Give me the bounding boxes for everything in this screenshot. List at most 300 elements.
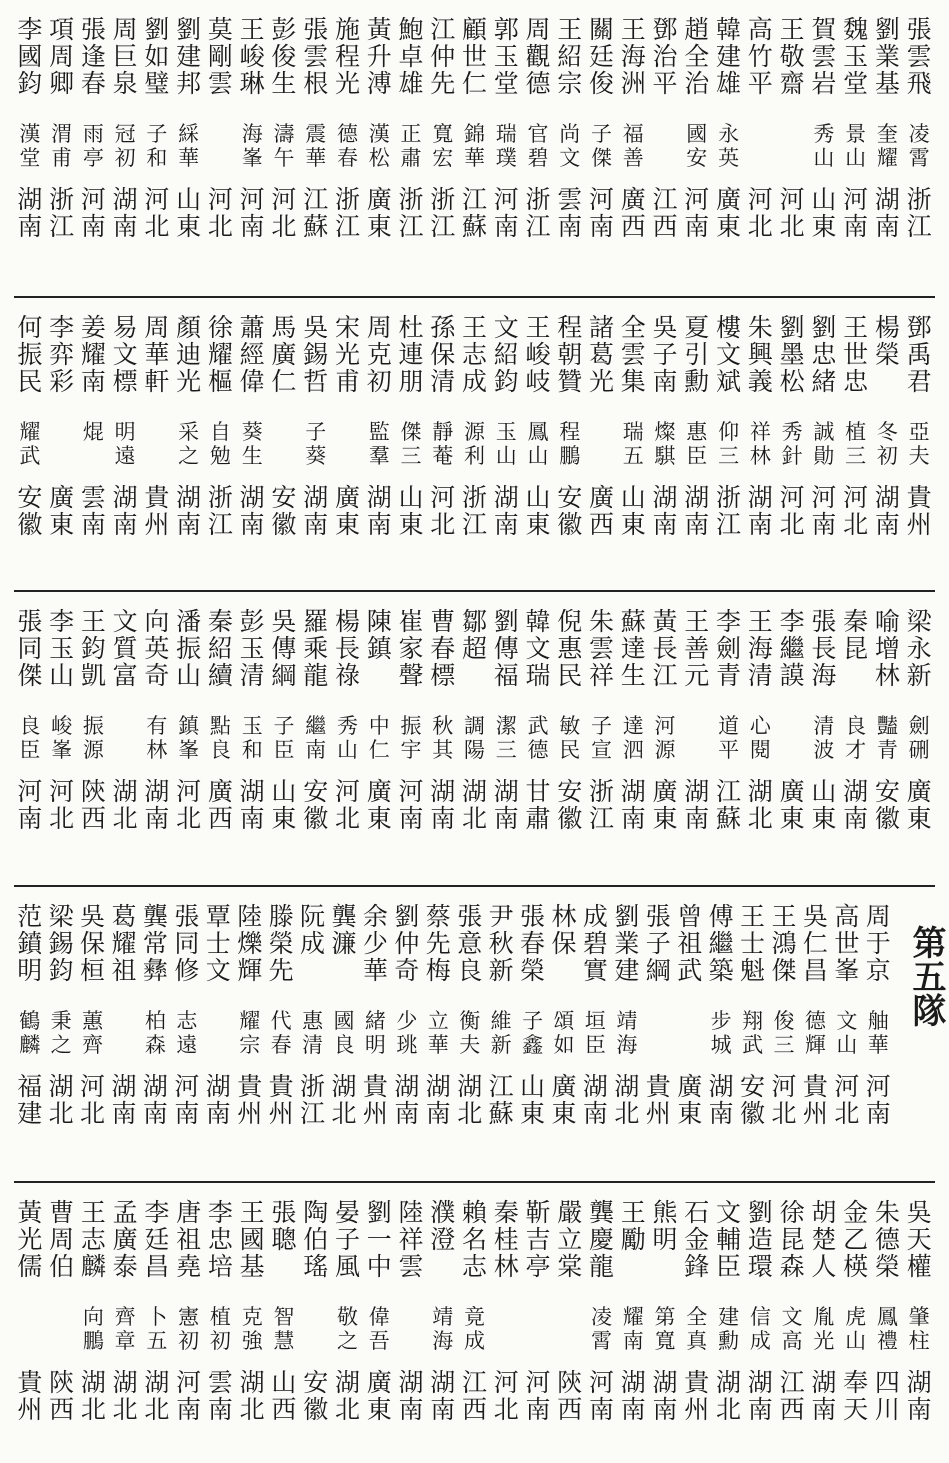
courtesy-name: 敬 之 [336,1305,358,1353]
province: 湖 北 [112,1368,138,1424]
roster-block [14,897,935,1167]
courtesy-name: 智 慧 [273,1305,295,1353]
courtesy-name: 采 之 [178,420,200,468]
province: 湖 南 [111,1072,137,1128]
province: 湖 南 [17,185,43,241]
province: 貴 州 [684,1368,710,1424]
courtesy-name: 子 傑 [591,122,613,170]
courtesy-name: 衡 夫 [459,1009,481,1057]
person-name: 莫 剛 雲 [207,15,233,98]
province: 河 南 [239,185,265,241]
courtesy-name: 程 鵬 [559,420,581,468]
person-name: 周 于 京 [865,902,891,985]
province: 湖 南 [747,483,773,539]
province: 河 北 [493,1368,519,1424]
person-name: 顏 迪 光 [176,313,202,396]
province: 廣 西 [589,483,615,539]
courtesy-name: 俊 三 [773,1009,795,1057]
person-name: 姜 耀 南 [80,313,106,396]
courtesy-name: 靖 海 [432,1305,454,1353]
courtesy-name: 自 勉 [209,420,231,468]
person-name: 金 乙 楧 [843,1198,869,1281]
person-name: 張 子 綱 [645,902,671,985]
province: 湖 南 [303,483,329,539]
person-name: 周 克 初 [366,313,392,396]
province: 湖 南 [652,1368,678,1424]
courtesy-name: 胤 光 [813,1305,835,1353]
province: 湖 南 [430,777,456,833]
person-name: 馬 廣 仁 [271,313,297,396]
province: 湖 南 [176,483,202,539]
province: 河 南 [398,777,424,833]
province: 福 建 [17,1072,43,1128]
courtesy-name: 德 輝 [804,1009,826,1057]
province: 貴 州 [17,1368,43,1424]
person-name: 鄧 治 平 [652,15,678,98]
courtesy-name: 秀 針 [781,420,803,468]
province: 湖 南 [112,483,138,539]
courtesy-name: 第 寬 [654,1305,676,1353]
province: 廣 東 [366,777,392,833]
province: 奉 天 [843,1368,869,1424]
person-name: 項 周 卿 [49,15,75,98]
province: 湖 南 [430,1368,456,1424]
roster-block [14,602,935,872]
province: 廣 東 [49,483,75,539]
courtesy-name: 頌 如 [553,1009,575,1057]
person-name: 李 劍 青 [716,607,742,690]
person-name: 王 海 清 [747,607,773,690]
courtesy-name: 靜 菴 [432,420,454,468]
person-name: 熊 明 [652,1198,678,1254]
person-name: 程 朝 贊 [557,313,583,396]
province: 湖 南 [394,1072,420,1128]
person-name: 吳 天 權 [906,1198,932,1281]
person-name: 王 志 成 [461,313,487,396]
courtesy-name: 震 華 [305,122,327,170]
province: 河 北 [176,777,202,833]
courtesy-name: 文 山 [836,1009,858,1057]
province: 湖 北 [457,1072,483,1128]
person-name: 胡 楚 人 [811,1198,837,1281]
courtesy-name: 武 德 [527,714,549,762]
province: 浙 江 [589,777,615,833]
divider [14,885,935,887]
province: 江 蘇 [488,1072,514,1128]
divider [14,1181,935,1183]
person-name: 賀 雲 岩 [811,15,837,98]
person-name: 蔡 先 梅 [425,902,451,985]
courtesy-name: 靖 海 [616,1009,638,1057]
province: 陝 西 [80,777,106,833]
person-name: 鄒 超 [461,607,487,663]
person-name: 葛 耀 祖 [111,902,137,985]
person-name: 顧 世 仁 [461,15,487,98]
divider [14,296,935,298]
province: 浙 江 [525,185,551,241]
person-name: 陸 爍 輝 [237,902,263,985]
courtesy-name: 子 和 [146,122,168,170]
person-name: 高 竹 平 [747,15,773,98]
courtesy-name: 冠 初 [114,122,136,170]
person-name: 吳 錫 哲 [303,313,329,396]
province: 廣 西 [620,185,646,241]
courtesy-name: 柏 森 [144,1009,166,1057]
person-name: 靳 吉 亭 [525,1198,551,1281]
province: 湖 南 [493,483,519,539]
province: 江 西 [779,1368,805,1424]
province: 甘 肅 [525,777,551,833]
province: 安 徽 [557,483,583,539]
person-name: 王 鴻 傑 [771,902,797,985]
courtesy-name: 峻 峯 [51,714,73,762]
person-name: 張 逢 春 [80,15,106,98]
province: 山 東 [520,1072,546,1128]
province: 廣 東 [906,777,932,833]
person-name: 覃 士 文 [205,902,231,985]
courtesy-name: 亞 夫 [908,420,930,468]
courtesy-name: 明 遠 [114,420,136,468]
person-name: 孫 保 清 [430,313,456,396]
person-name: 楊 榮 [874,313,900,369]
province: 湖 南 [652,483,678,539]
province: 湖 北 [239,1368,265,1424]
person-name: 張 春 榮 [520,902,546,985]
courtesy-name: 濤 午 [273,122,295,170]
person-name: 李 廷 昌 [144,1198,170,1281]
courtesy-name: 調 陽 [464,714,485,762]
person-name: 梁 永 新 [906,607,932,690]
person-name: 關 廷 俊 [589,15,615,98]
person-name: 曹 周 伯 [49,1198,75,1281]
person-name: 周 觀 德 [525,15,551,98]
courtesy-name: 誠 勛 [813,420,835,468]
province: 貴 州 [144,483,170,539]
province: 雲 南 [207,1368,233,1424]
person-name: 周 巨 泉 [112,15,138,98]
courtesy-name: 惠 臣 [686,420,708,468]
province: 山 東 [525,483,551,539]
province: 湖 南 [874,185,900,241]
person-name: 文 輔 臣 [716,1198,742,1281]
courtesy-name: 垣 臣 [584,1009,606,1057]
courtesy-name: 子 臣 [273,714,295,762]
courtesy-name: 清 波 [813,714,835,762]
courtesy-name: 良 才 [845,714,867,762]
person-name: 王 峻 岐 [525,313,551,396]
province: 陝 西 [557,1368,583,1424]
province: 湖 南 [843,777,869,833]
person-name: 劉 建 邦 [176,15,202,98]
courtesy-name: 向 鵬 [82,1305,104,1353]
person-name: 劉 業 基 [874,15,900,98]
person-name: 張 同 修 [174,902,200,985]
courtesy-name: 志 遠 [176,1009,198,1057]
province: 湖 南 [239,777,265,833]
person-name: 張 雲 飛 [906,15,932,98]
person-name: 劉 墨 松 [779,313,805,396]
province: 浙 江 [300,1072,326,1128]
person-name: 劉 傳 福 [493,607,519,690]
province: 貴 州 [268,1072,294,1128]
person-name: 李 國 鈞 [17,15,43,98]
courtesy-name: 綵 華 [178,122,200,170]
province: 湖 北 [461,777,487,833]
courtesy-name: 信 成 [749,1305,771,1353]
province: 安 徽 [17,483,43,539]
courtesy-name: 文 高 [781,1305,803,1353]
roster-block [14,1193,935,1463]
province: 安 徽 [303,777,329,833]
province: 河 南 [865,1072,891,1128]
province: 湖 南 [620,777,646,833]
courtesy-name: 良 臣 [19,714,41,762]
person-name: 賴 名 志 [461,1198,487,1281]
province: 江 蘇 [461,185,487,241]
province: 廣 東 [716,185,742,241]
courtesy-name: 福 善 [622,122,644,170]
person-name: 濮 澄 [430,1198,456,1254]
person-name: 王 峻 琳 [239,15,265,98]
person-name: 向 英 奇 [144,607,170,690]
province: 河 南 [811,483,837,539]
courtesy-name: 有 林 [146,714,168,762]
province: 河 南 [525,1368,551,1424]
person-name: 王 世 忠 [843,313,869,396]
divider [14,590,935,592]
province: 山 東 [176,185,202,241]
person-name: 秦 昆 [843,607,869,663]
province: 安 徽 [271,483,297,539]
courtesy-name: 德 春 [336,122,358,170]
province: 貴 州 [906,483,932,539]
province: 山 東 [811,777,837,833]
courtesy-name: 鎮 峯 [178,714,200,762]
person-name: 鄧 禹 君 [906,313,932,396]
person-name: 王 勵 [620,1198,646,1254]
courtesy-name: 祥 林 [749,420,771,468]
courtesy-name: 渭 甫 [51,122,73,170]
courtesy-name: 潔 三 [495,714,517,762]
province: 河 北 [779,483,805,539]
courtesy-name: 海 峯 [241,122,263,170]
person-name: 江 仲 先 [430,15,456,98]
province: 湖 北 [334,1368,360,1424]
province: 山 西 [271,1368,297,1424]
person-name: 樓 文 斌 [716,313,742,396]
courtesy-name: 維 新 [490,1009,512,1057]
province: 陝 西 [49,1368,75,1424]
person-name: 朱 雲 祥 [589,607,615,690]
courtesy-name: 尚 文 [559,122,581,170]
person-name: 成 碧 實 [582,902,608,985]
province: 安 徽 [740,1072,766,1128]
courtesy-name: 正 肅 [400,122,422,170]
province: 湖 南 [684,483,710,539]
person-name: 郭 玉 堂 [493,15,519,98]
province: 湖 北 [747,777,773,833]
courtesy-name: 漢 松 [368,122,390,170]
courtesy-name: 源 利 [464,420,485,468]
person-name: 李 弈 彩 [49,313,75,396]
courtesy-name: 繼 南 [305,714,327,762]
person-name: 朱 興 義 [747,313,773,396]
person-name: 尹 秋 新 [488,902,514,985]
province: 湖 南 [112,185,138,241]
courtesy-name: 敏 民 [559,714,581,762]
province: 山 東 [811,185,837,241]
person-name: 唐 祖 堯 [176,1198,202,1281]
province: 山 東 [620,483,646,539]
province: 河 北 [747,185,773,241]
person-name: 諸 葛 光 [589,313,615,396]
courtesy-name: 全 真 [686,1305,708,1353]
province: 湖 北 [331,1072,357,1128]
person-name: 石 金 鋒 [684,1198,710,1281]
courtesy-name: 秀 山 [336,714,358,762]
province: 浙 江 [716,483,742,539]
courtesy-name: 鶴 麟 [19,1009,41,1057]
courtesy-name: 河 源 [654,714,676,762]
person-name: 楊 長 祿 [334,607,360,690]
province: 浙 江 [49,185,75,241]
courtesy-name: 冬 初 [876,420,898,468]
person-name: 羅 乘 龍 [303,607,329,690]
courtesy-name: 凌 霄 [908,122,930,170]
person-name: 王 士 魁 [740,902,766,985]
province: 山 東 [271,777,297,833]
person-name: 鮑 卓 雄 [398,15,424,98]
courtesy-name: 心 閱 [749,714,771,762]
person-name: 王 志 麟 [80,1198,106,1281]
roster-block [14,308,935,578]
courtesy-name: 代 春 [270,1009,292,1057]
province: 河 北 [207,185,233,241]
province: 河 北 [771,1072,797,1128]
courtesy-name: 瑞 璞 [495,122,517,170]
courtesy-name: 竟 成 [464,1305,485,1353]
person-name: 秦 桂 林 [493,1198,519,1281]
province: 湖 北 [112,777,138,833]
person-name: 阮 成 [300,902,326,958]
courtesy-name: 仰 三 [718,420,740,468]
courtesy-name: 玉 山 [495,420,517,468]
roster-block [14,10,935,280]
person-name: 黃 升 溥 [366,15,392,98]
person-name: 龔 常 彝 [142,902,168,985]
province: 湖 北 [48,1072,74,1128]
person-name: 劉 業 建 [614,902,640,985]
courtesy-name: 國 良 [333,1009,355,1057]
person-name: 何 振 民 [17,313,43,396]
courtesy-name: 監 羣 [368,420,390,468]
courtesy-name: 惠 清 [302,1009,324,1057]
province: 湖 北 [716,1368,742,1424]
person-name: 全 雲 集 [620,313,646,396]
province: 貴 州 [645,1072,671,1128]
courtesy-name: 振 源 [82,714,104,762]
person-name: 范 鐼 明 [17,902,43,985]
person-name: 黃 光 儒 [17,1198,43,1281]
courtesy-name: 秋 其 [432,714,454,762]
person-name: 魏 玉 堂 [843,15,869,98]
person-name: 嚴 立 棠 [557,1198,583,1281]
province: 湖 南 [205,1072,231,1128]
courtesy-name: 肇 柱 [908,1305,930,1353]
courtesy-name: 虎 山 [845,1305,867,1353]
courtesy-name: 秀 山 [813,122,835,170]
person-name: 杜 連 朋 [398,313,424,396]
courtesy-name: 凌 霄 [591,1305,613,1353]
person-name: 徐 昆 森 [779,1198,805,1281]
courtesy-name: 振 宇 [400,714,422,762]
person-name: 吳 子 南 [652,313,678,396]
courtesy-name: 劍 硎 [908,714,930,762]
courtesy-name: 點 良 [209,714,231,762]
courtesy-name: 子 鑫 [522,1009,544,1057]
courtesy-name: 景 山 [845,122,867,170]
courtesy-name: 豔 青 [876,714,898,762]
person-name: 王 鈞 凱 [80,607,106,690]
province: 河 北 [843,483,869,539]
courtesy-name: 秉 之 [50,1009,72,1057]
province: 浙 江 [461,483,487,539]
province: 江 西 [652,185,678,241]
person-name: 喻 增 林 [874,607,900,690]
province: 湖 南 [366,483,392,539]
courtesy-name: 緒 明 [364,1009,386,1057]
person-name: 陸 祥 雲 [398,1198,424,1281]
province: 河 北 [430,483,456,539]
person-name: 王 國 基 [239,1198,265,1281]
province: 河 南 [589,1368,615,1424]
province: 湖 南 [582,1072,608,1128]
province: 貴 州 [237,1072,263,1128]
person-name: 張 長 海 [811,607,837,690]
person-name: 彭 俊 生 [271,15,297,98]
person-name: 朱 德 榮 [874,1198,900,1281]
person-name: 吳 仁 昌 [802,902,828,985]
courtesy-name: 焜 [82,420,104,444]
courtesy-name: 瑞 五 [622,420,644,468]
courtesy-name: 偉 吾 [368,1305,390,1353]
courtesy-name: 耀 南 [622,1305,644,1353]
person-name: 劉 造 環 [747,1198,773,1281]
courtesy-name: 鳳 禮 [876,1305,898,1353]
person-name: 王 善 元 [684,607,710,690]
person-name: 張 意 良 [457,902,483,985]
courtesy-name: 步 城 [710,1009,732,1057]
person-name: 張 聰 [271,1198,297,1254]
province: 湖 北 [144,1368,170,1424]
province: 廣 東 [551,1072,577,1128]
person-name: 李 繼 謨 [779,607,805,690]
person-name: 劉 仲 奇 [394,902,420,985]
province: 湖 南 [239,483,265,539]
courtesy-name: 中 仁 [368,714,390,762]
province: 貴 州 [802,1072,828,1128]
person-name: 文 紹 鈞 [493,313,519,396]
courtesy-name: 子 葵 [305,420,327,468]
province: 河 南 [176,1368,202,1424]
province: 廣 東 [334,483,360,539]
courtesy-name: 燦 騏 [654,420,676,468]
person-name: 倪 惠 民 [557,607,583,690]
province: 江 西 [461,1368,487,1424]
province: 廣 東 [652,777,678,833]
province: 湖 南 [747,1368,773,1424]
courtesy-name: 克 強 [241,1305,263,1353]
